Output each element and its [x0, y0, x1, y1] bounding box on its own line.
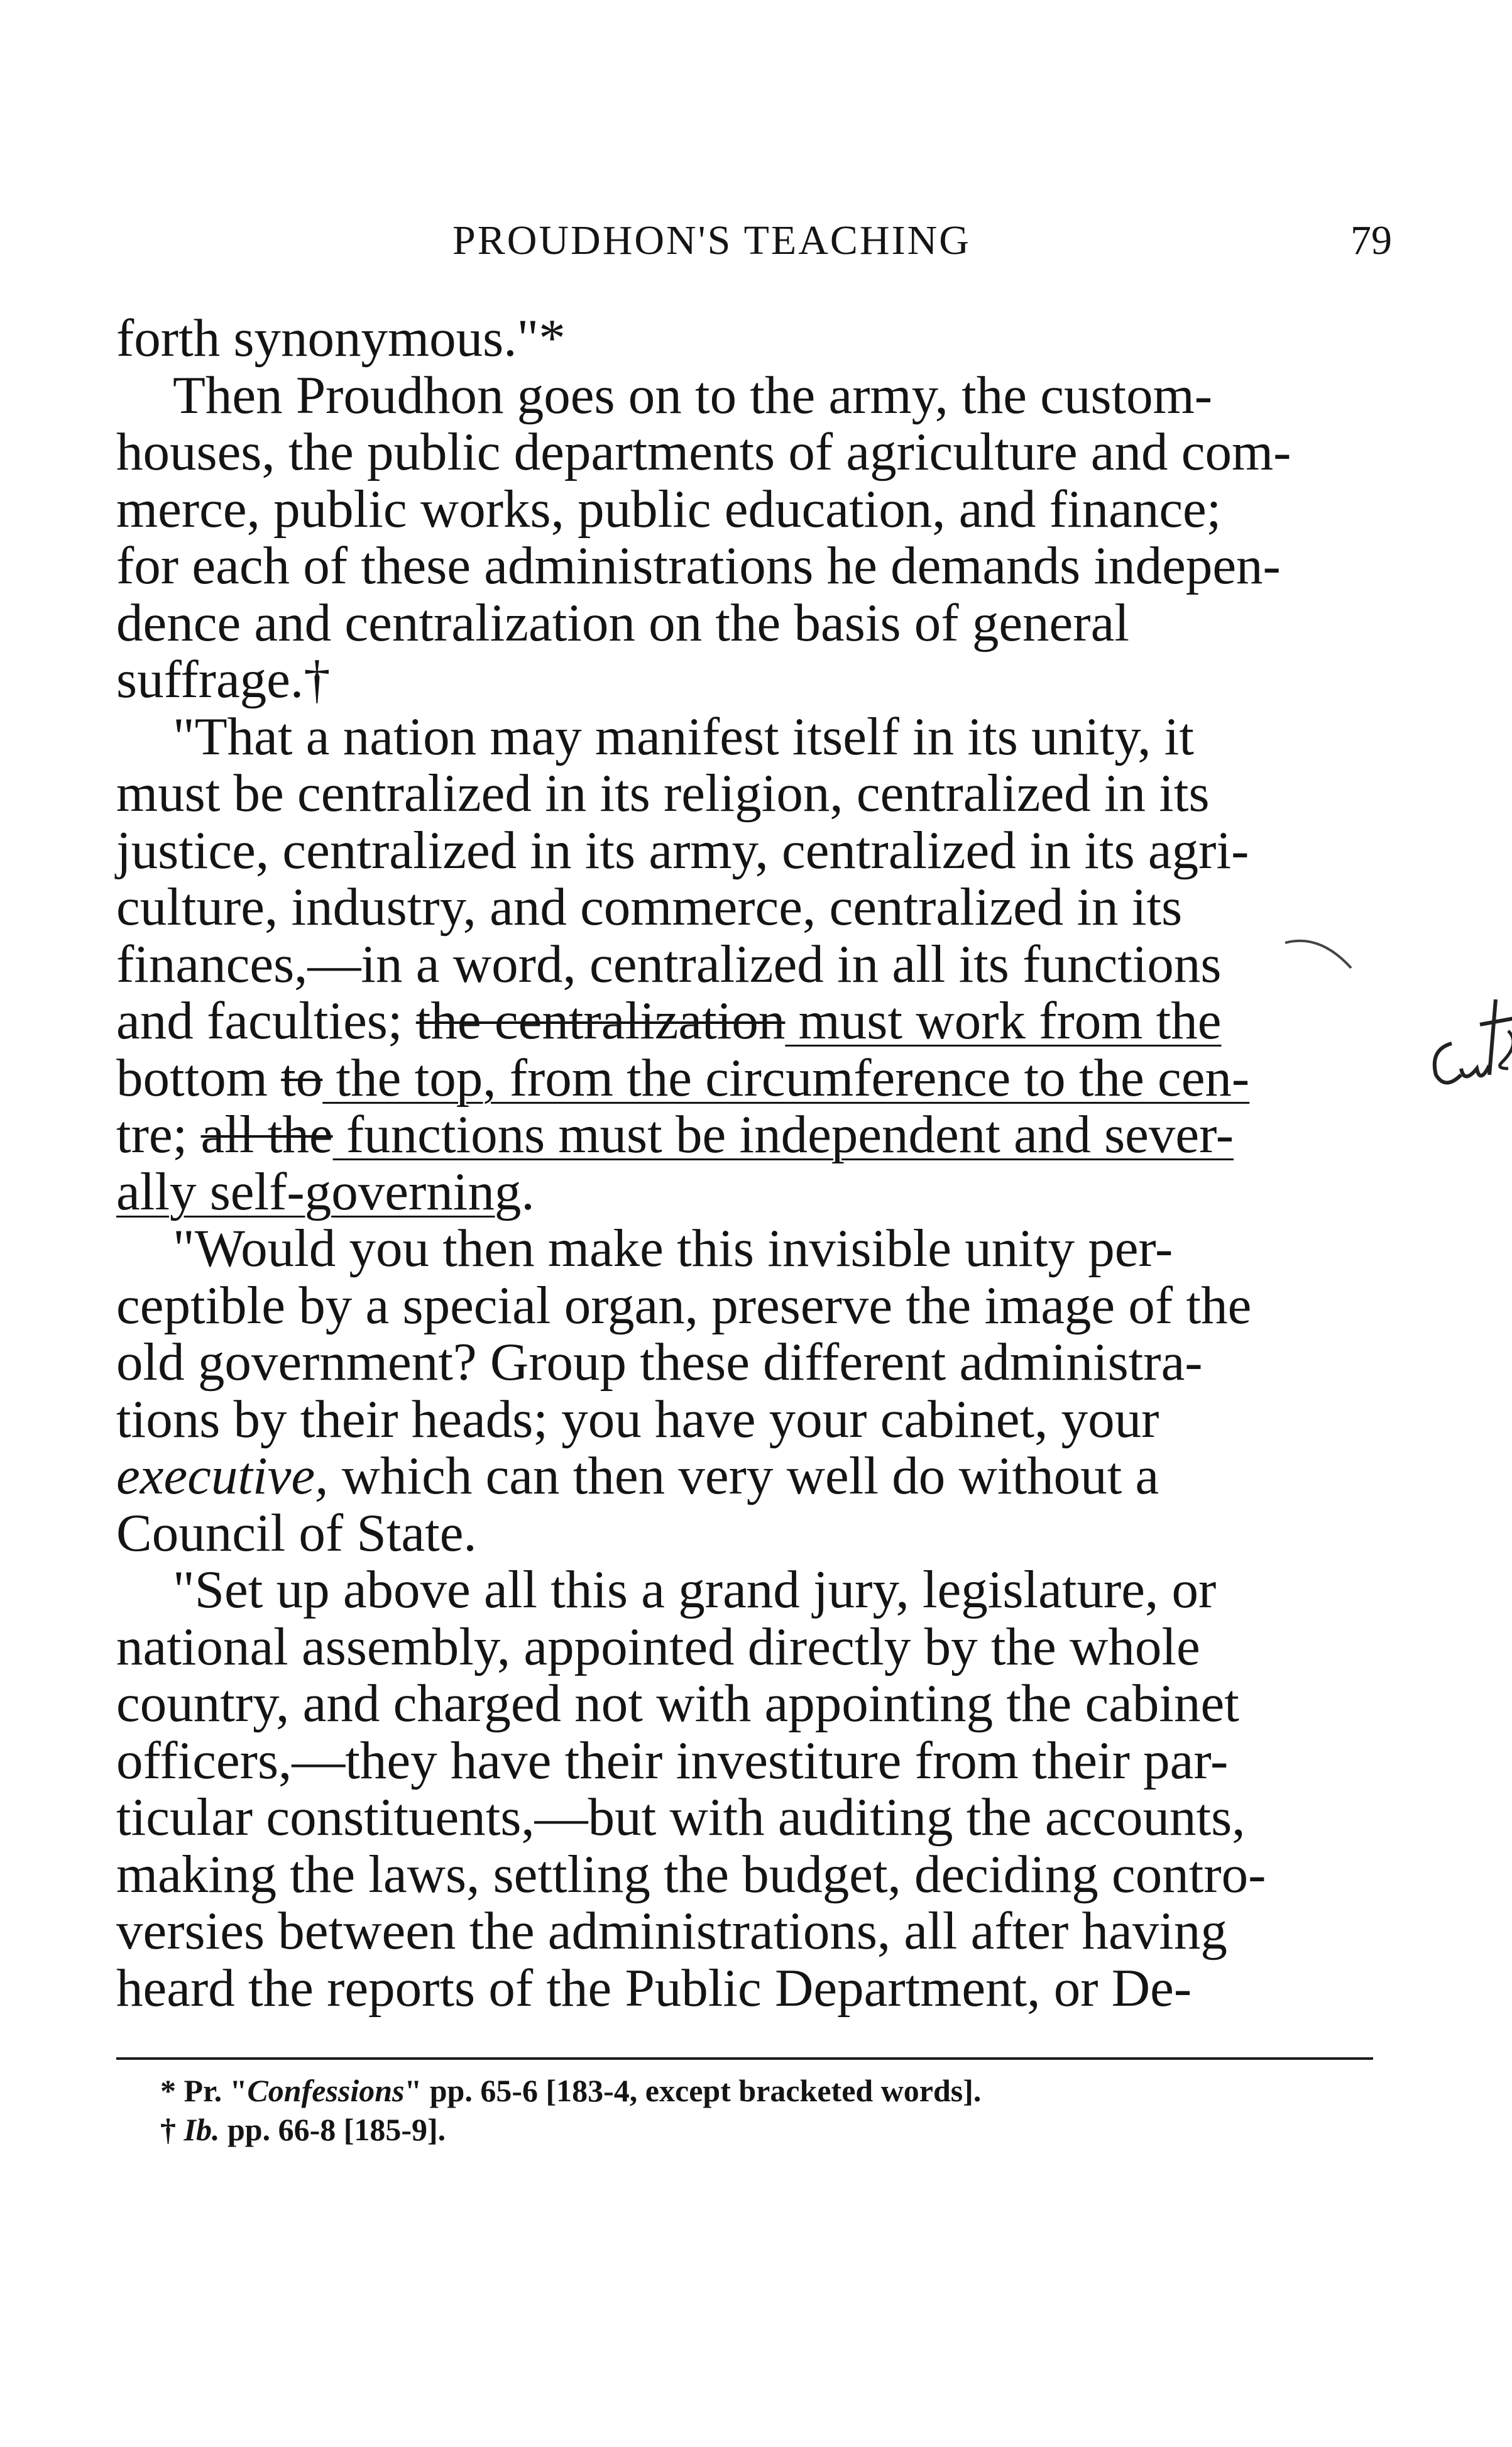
- running-title: PROUDHON'S TEACHING: [452, 217, 971, 263]
- line-text: bottom: [116, 1048, 282, 1108]
- struck-text: to: [281, 1048, 323, 1108]
- line-text: .: [521, 1162, 535, 1221]
- text-line: Then Proudhon goes on to the army, the custom-: [173, 365, 1213, 425]
- text-line: justice, centralized in its army, centralized in its agri-: [116, 820, 1249, 880]
- pencil-mark-icon: [1282, 930, 1357, 974]
- footnote: [160, 2071, 1354, 2110]
- footnote-divider: [116, 2057, 1373, 2060]
- text-line: tions by their heads; you have your cabinet, your: [116, 1389, 1159, 1449]
- annotated-line: [116, 1106, 1373, 1163]
- text-line: finances,—in a word, centralized in all its functions: [116, 934, 1222, 994]
- text-line: [116, 1448, 1373, 1505]
- italic-text: executive,: [116, 1446, 329, 1505]
- footnote-text: †: [160, 2112, 184, 2147]
- underlined-text: the top, from the circumference to the cen-: [322, 1048, 1250, 1108]
- footnote-text: pp. 66-8 [185-9].: [219, 2112, 446, 2147]
- body-text: [116, 310, 1373, 2016]
- footnote-italic: Ib.: [184, 2112, 220, 2147]
- text-line: officers,—they have their investiture from their par-: [116, 1730, 1229, 1790]
- struck-text: all the: [200, 1105, 333, 1164]
- text-line: "That a nation may manifest itself in its unity, it: [173, 707, 1195, 766]
- footnote: [160, 2110, 1354, 2149]
- text-line: forth synonymous."*: [116, 309, 566, 368]
- text-line: merce, public works, public education, and finance;: [116, 479, 1222, 539]
- struck-text: the centralization: [415, 991, 786, 1050]
- footnote-italic: Confessions: [247, 2073, 405, 2108]
- underlined-text: must work from the: [785, 991, 1222, 1050]
- text-line: national assembly, appointed directly by the whole: [116, 1617, 1200, 1676]
- page-number: 79: [1350, 217, 1392, 263]
- footnote-text: " pp. 65-6 [183-4, except bracketed words].: [404, 2073, 982, 2108]
- line-text: tre;: [116, 1105, 201, 1164]
- underlined-text: ally self-governing: [116, 1162, 522, 1221]
- text-line: making the laws, settling the budget, deciding contro-: [116, 1844, 1266, 1904]
- handwritten-cut-note-icon: [1427, 981, 1512, 1106]
- footnote-text: * Pr. ": [160, 2073, 248, 2108]
- text-line: ceptible by a special organ, preserve the image of the: [116, 1275, 1252, 1335]
- text-line: "Would you then make this invisible unity per-: [173, 1219, 1173, 1278]
- annotated-line: [116, 1163, 1373, 1221]
- line-text: which can then very well do without a: [328, 1446, 1159, 1505]
- text-line: "Set up above all this a grand jury, legislature, or: [173, 1560, 1217, 1619]
- text-line: Council of State.: [116, 1503, 477, 1563]
- annotated-line: [116, 1050, 1373, 1107]
- footnotes: [160, 2071, 1354, 2149]
- text-line: versies between the administrations, all after having: [116, 1901, 1227, 1960]
- text-line: ticular constituents,—but with auditing the accounts,: [116, 1788, 1246, 1847]
- text-line: suffrage.†: [116, 650, 331, 709]
- text-line: for each of these administrations he demands indepen-: [116, 536, 1281, 595]
- text-line: heard the reports of the Public Department, or De-: [116, 1958, 1192, 2018]
- text-line: culture, industry, and commerce, centralized in its: [116, 877, 1183, 937]
- text-line: old government? Group these different administra-: [116, 1333, 1203, 1392]
- text-line: houses, the public departments of agriculture and com-: [116, 422, 1291, 481]
- underlined-text: functions must be independent and sever-: [332, 1105, 1234, 1164]
- annotated-line: [116, 993, 1373, 1050]
- text-line: must be centralized in its religion, centralized in its: [116, 764, 1210, 823]
- text-line: country, and charged not with appointing the cabinet: [116, 1674, 1239, 1733]
- line-text: and faculties;: [116, 991, 416, 1050]
- text-line: dence and centralization on the basis of general: [116, 593, 1129, 652]
